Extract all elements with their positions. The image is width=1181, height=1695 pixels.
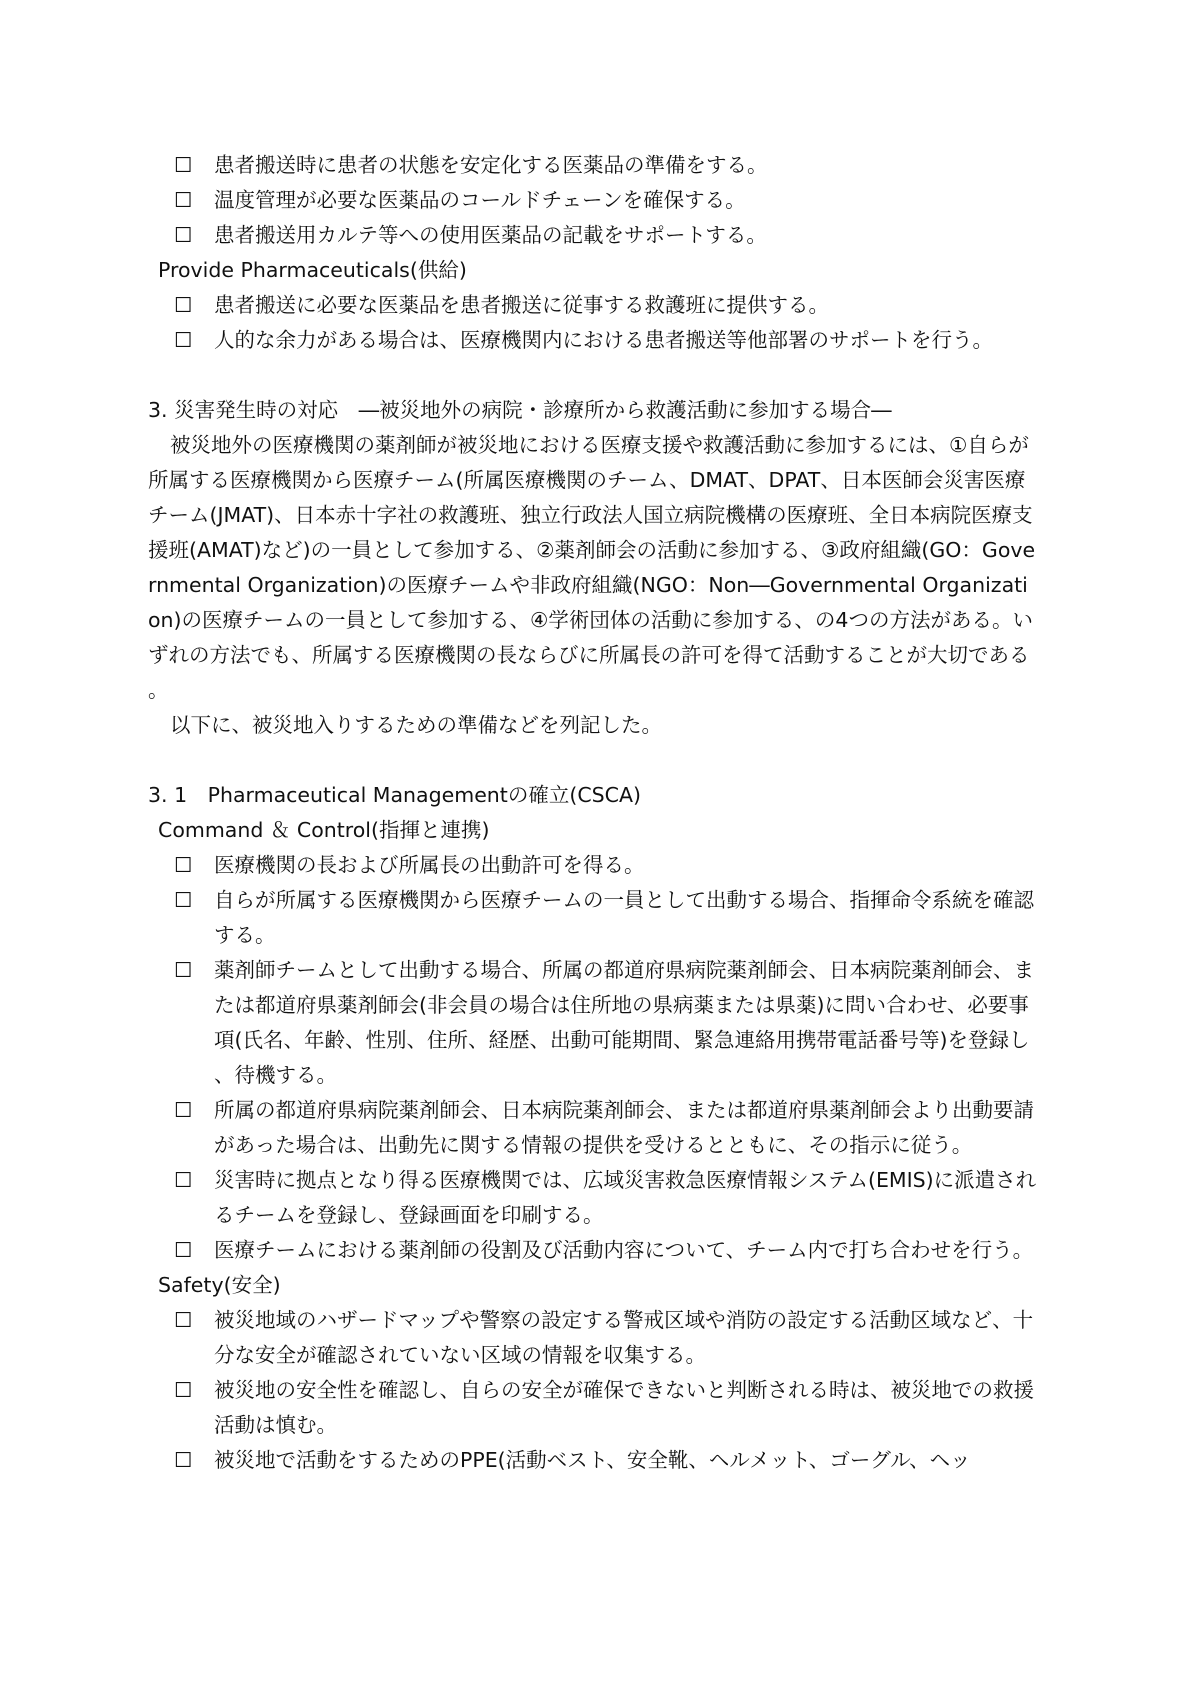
checkbox-icon: ☐ <box>174 188 193 212</box>
checkbox-icon: ☐ <box>174 1238 193 1262</box>
list-item <box>148 848 1038 883</box>
section-3-paragraph: 被災地外の医療機関の薬剤師が被災地における医療支援や救護活動に参加するには、①自らが所属する医療機関から医療チーム(所属医療機関のチーム、DMAT、DPAT、日本医師会災害医療チーム(JMAT)、日本赤十字社の救護班、独立行政法人国立病院機構の医療班、全日本病院医療支援班(AMAT)など)の一員として参加する、②薬剤師会の活動に参加する、③政府組織(GO：Governmental Organization)の医療チームや非政府組織(NGO：Non―Governmental Organization)の医療チームの一員として参加する、④学術団体の活動に参加する、の4つの方法がある。いずれの方法でも、所属する医療機関の長ならびに所属長の許可を得て活動することが大切である。 <box>148 433 1036 702</box>
checkbox-icon: ☐ <box>174 223 193 247</box>
list-item-text: 医療チームにおける薬剤師の役割及び活動内容について、チーム内で打ち合わせを行う。 <box>214 1238 1034 1262</box>
list-item-text: 自らが所属する医療機関から医療チームの一員として出動する場合、指揮命令系統を確認する。 <box>214 888 1034 947</box>
checkbox-icon: ☐ <box>174 293 193 317</box>
list-item <box>148 1093 1038 1163</box>
checkbox-icon: ☐ <box>174 328 193 352</box>
list-item <box>148 1303 1038 1373</box>
list-item-text: 被災地で活動をするためのPPE(活動ベスト、安全靴、ヘルメット、ゴーグル、ヘッ <box>214 1448 971 1472</box>
document-page <box>148 148 1038 1478</box>
list-item <box>148 218 1038 253</box>
list-item-text: 薬剤師チームとして出動する場合、所属の都道府県病院薬剤師会、日本病院薬剤師会、または都道府県薬剤師会(非会員の場合は住所地の県病薬または県薬)に問い合わせ、必要事項(氏名、年齢、性別、住所、経歴、出動可能期間、緊急連絡用携帯電話番号等)を登録し、待機する。 <box>214 958 1034 1087</box>
list-item-text: 患者搬送に必要な医薬品を患者搬送に従事する救護班に提供する。 <box>214 293 829 317</box>
checkbox-icon: ☐ <box>174 1308 193 1332</box>
list-item <box>148 1233 1038 1268</box>
list-item <box>148 323 1038 358</box>
checkbox-icon: ☐ <box>174 1448 193 1472</box>
list-item <box>148 148 1038 183</box>
list-item-text: 医療機関の長および所属長の出動許可を得る。 <box>214 853 645 877</box>
command-heading: Command ＆ Control(指揮と連携) <box>158 818 490 842</box>
section-3-1-heading: 3. 1 Pharmaceutical Managementの確立(CSCA) <box>148 783 641 807</box>
list-item-text: 患者搬送時に患者の状態を安定化する医薬品の準備をする。 <box>214 153 768 177</box>
list-item <box>148 883 1038 953</box>
checkbox-icon: ☐ <box>174 853 193 877</box>
list-item <box>148 183 1038 218</box>
checkbox-icon: ☐ <box>174 153 193 177</box>
list-item-text: 患者搬送用カルテ等への使用医薬品の記載をサポートする。 <box>214 223 767 247</box>
spacer <box>148 743 1038 778</box>
list-item-text: 災害時に拠点となり得る医療機関では、広域災害救急医療情報システム(EMIS)に派遣されるチームを登録し、登録画面を印刷する。 <box>214 1168 1037 1227</box>
list-item-text: 被災地の安全性を確認し、自らの安全が確保できないと判断される時は、被災地での救援活動は慎む。 <box>214 1378 1034 1437</box>
list-item-text: 温度管理が必要な医薬品のコールドチェーンを確保する。 <box>214 188 746 212</box>
list-item-text: 人的な余力がある場合は、医療機関内における患者搬送等他部署のサポートを行う。 <box>214 328 993 352</box>
safety-heading: Safety(安全) <box>158 1273 281 1297</box>
provide-heading: Provide Pharmaceuticals(供給) <box>158 258 467 282</box>
checkbox-icon: ☐ <box>174 888 193 912</box>
list-item <box>148 1163 1038 1233</box>
checkbox-icon: ☐ <box>174 1098 193 1122</box>
list-item <box>148 953 1038 1093</box>
list-item <box>148 1443 1038 1478</box>
checkbox-icon: ☐ <box>174 1168 193 1192</box>
section-3-heading: 3. 災害発生時の対応 ―被災地外の病院・診療所から救護活動に参加する場合― <box>148 398 892 422</box>
section-3-paragraph-2: 以下に、被災地入りするための準備などを列記した。 <box>170 713 662 737</box>
spacer <box>148 358 1038 393</box>
list-item <box>148 1373 1038 1443</box>
list-item-text: 所属の都道府県病院薬剤師会、日本病院薬剤師会、または都道府県薬剤師会より出動要請があった場合は、出動先に関する情報の提供を受けるとともに、その指示に従う。 <box>214 1098 1034 1157</box>
list-item-text: 被災地域のハザードマップや警察の設定する警戒区域や消防の設定する活動区域など、十分な安全が確認されていない区域の情報を収集する。 <box>214 1308 1034 1367</box>
list-item <box>148 288 1038 323</box>
checkbox-icon: ☐ <box>174 958 193 982</box>
checkbox-icon: ☐ <box>174 1378 193 1402</box>
